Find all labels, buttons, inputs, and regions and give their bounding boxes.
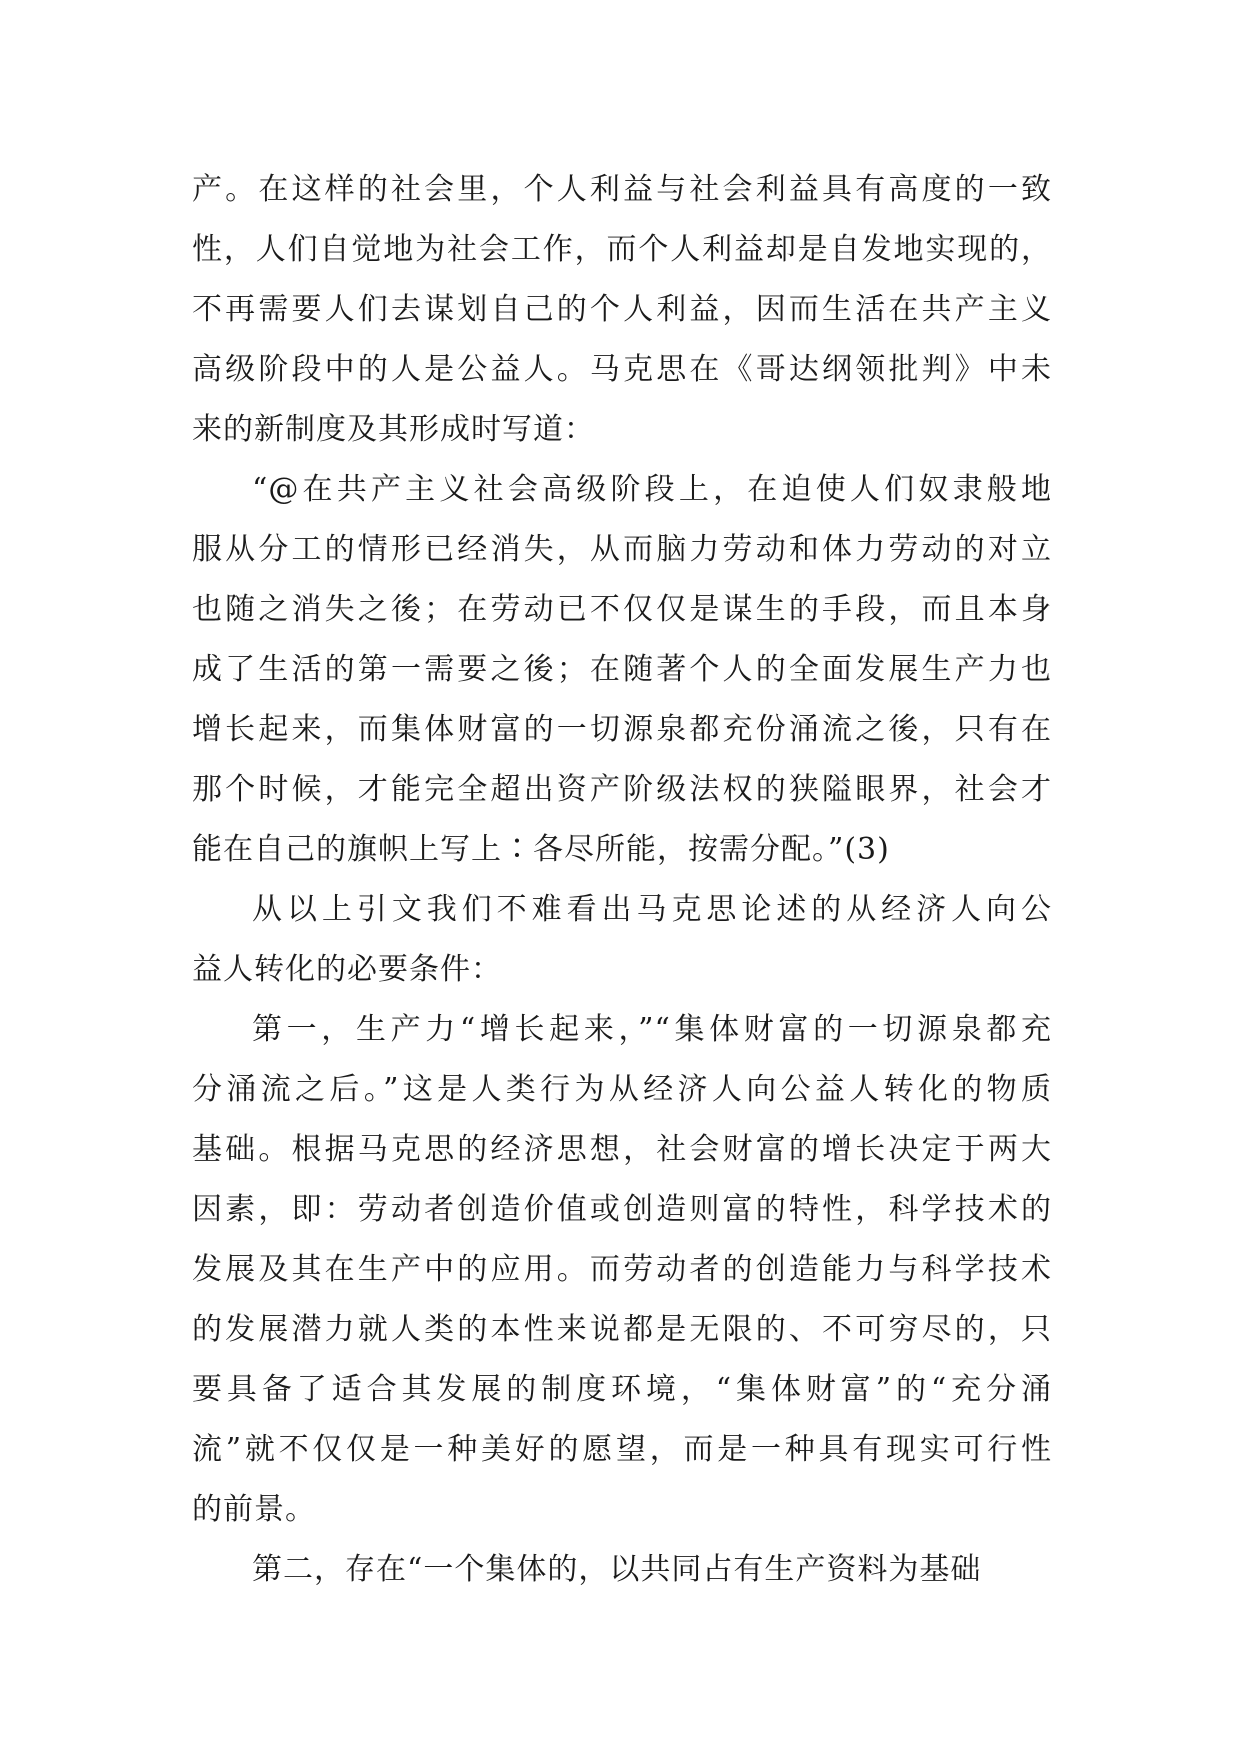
text-line: 益人转化的必要条件： <box>192 952 502 987</box>
quote-line: 服从分工的情形已经消失，从而脑力劳动和体力劳动的对立 <box>192 532 1052 567</box>
text-line: 来的新制度及其形成时写道： <box>192 412 595 447</box>
quote-line: 能在自己的旗帜上写上∶各尽所能，按需分配。”(3) <box>192 832 890 867</box>
text-line: 第二，存在“一个集体的，以共同占有生产资料为基础 <box>252 1552 982 1587</box>
text-line: 高级阶段中的人是公益人。马克思在《哥达纲领批判》中未 <box>192 352 1052 387</box>
text-line: 发展及其在生产中的应用。而劳动者的创造能力与科学技术 <box>192 1252 1052 1287</box>
quote-line: 那个时候，才能完全超出资产阶级法权的狭隘眼界，社会才 <box>192 772 1052 807</box>
text-line: 的前景。 <box>192 1492 316 1527</box>
quote-line: 成了生活的第一需要之後；在随著个人的全面发展生产力也 <box>192 652 1052 687</box>
text-line: 流”就不仅仅是一种美好的愿望，而是一种具有现实可行性 <box>192 1432 1052 1467</box>
text-line: 分涌流之后。”这是人类行为从经济人向公益人转化的物质 <box>192 1072 1052 1107</box>
text-line: 的发展潜力就人类的本性来说都是无限的、不可穷尽的，只 <box>192 1312 1052 1347</box>
text-line: 从以上引文我们不难看出马克思论述的从经济人向公 <box>252 892 1052 927</box>
text-line: 产。在这样的社会里，个人利益与社会利益具有高度的一致 <box>192 172 1052 207</box>
text-line: 要具备了适合其发展的制度环境，“集体财富”的“充分涌 <box>192 1372 1052 1407</box>
text-line: 基础。根据马克思的经济思想，社会财富的增长决定于两大 <box>192 1132 1052 1167</box>
quote-line: “@在共产主义社会高级阶段上，在迫使人们奴隶般地 <box>252 472 1052 507</box>
text-line: 不再需要人们去谋划自己的个人利益，因而生活在共产主义 <box>192 292 1052 327</box>
quote-line: 增长起来，而集体财富的一切源泉都充份涌流之後，只有在 <box>192 712 1052 747</box>
text-line: 性，人们自觉地为社会工作，而个人利益却是自发地实现的， <box>192 232 1052 267</box>
text-line: 第一，生产力“增长起来，”“集体财富的一切源泉都充 <box>252 1012 1052 1047</box>
body-text <box>192 160 1052 1600</box>
text-line: 因素，即：劳动者创造价值或创造则富的特性，科学技术的 <box>192 1192 1052 1227</box>
quote-line: 也随之消失之後；在劳动已不仅仅是谋生的手段，而且本身 <box>192 592 1052 627</box>
